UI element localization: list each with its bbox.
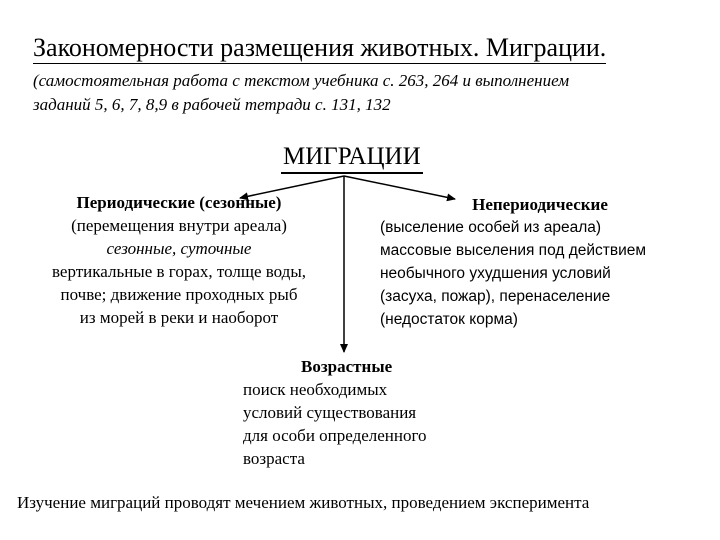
nonperiodic-heading: Непериодические	[472, 195, 608, 214]
age-block	[243, 355, 483, 470]
nonperiodic-line-4: (засуха, пожар), перенаселение	[380, 288, 611, 305]
nonperiodic-block	[380, 193, 700, 331]
page-title: Закономерности размещения животных. Миграции.	[33, 33, 607, 62]
periodic-line-3: вертикальные в горах, толще воды,	[52, 262, 306, 281]
nonperiodic-line-3: необычного ухудшения условий	[380, 265, 611, 282]
age-line-3: для особи определенного	[243, 426, 427, 445]
age-line-2: условий существования	[243, 403, 417, 422]
subtitle-line-2: заданий 5, 6, 7, 8,9 в рабочей тетради с. 131, 132	[33, 95, 391, 114]
age-line-1: поиск необходимых	[243, 380, 388, 399]
subtitle-line-1: (самостоятельная работа с текстом учебника с. 263, 264 и выполнением	[33, 71, 570, 90]
periodic-line-1: (перемещения внутри ареала)	[71, 216, 287, 235]
periodic-line-2: сезонные, суточные	[106, 239, 252, 258]
age-line-4: возраста	[243, 449, 305, 468]
periodic-line-4: почве; движение проходных рыб	[60, 285, 298, 304]
nonperiodic-line-1: (выселение особей из ареала)	[380, 219, 602, 236]
age-heading: Возрастные	[301, 357, 393, 376]
periodic-heading: Периодические (сезонные)	[76, 193, 282, 212]
nonperiodic-line-5: (недостаток корма)	[380, 311, 518, 328]
nonperiodic-line-2: массовые выселения под действием	[380, 242, 647, 259]
periodic-line-5: из морей в реки и наоборот	[79, 308, 279, 327]
periodic-block	[14, 191, 344, 329]
root-node: МИГРАЦИИ	[281, 142, 423, 174]
bottom-note: Изучение миграций проводят мечением животных, проведением эксперимента	[17, 493, 590, 512]
